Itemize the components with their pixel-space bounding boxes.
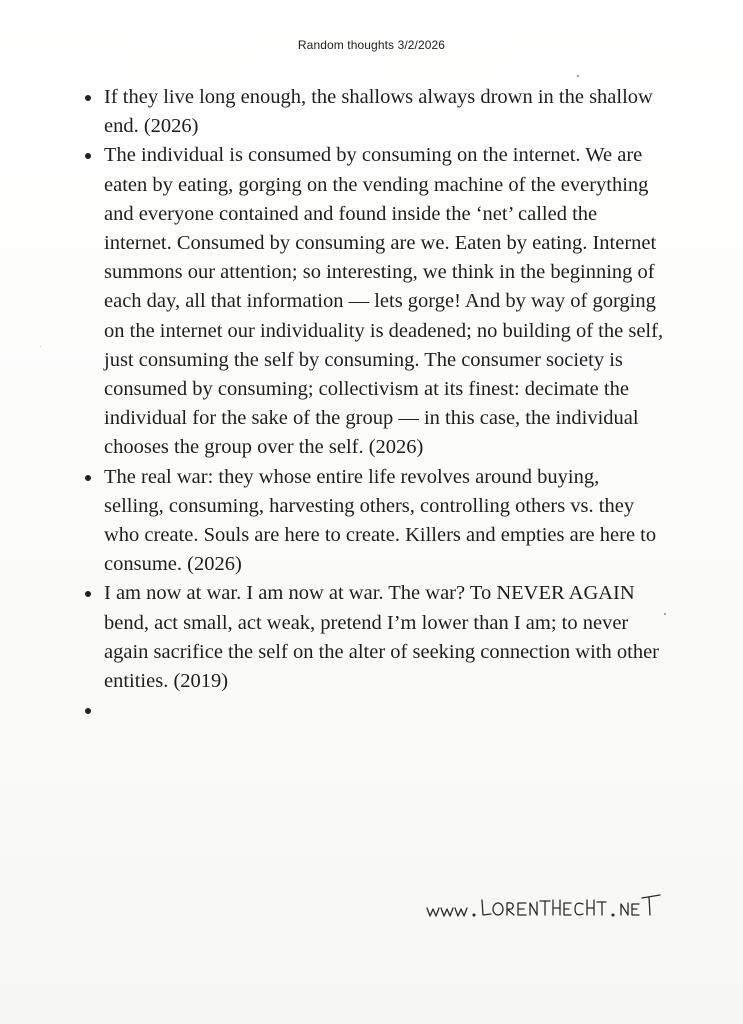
list-item-empty bbox=[104, 696, 664, 725]
page-title: Random thoughts 3/2/2026 bbox=[297, 38, 446, 52]
bullet-icon bbox=[85, 591, 91, 597]
list-item-text: I am now at war. I am now at war. The war? To NEVER AGAIN bend, act small, act weak, pretend I’m lower than I am; to never again sacrifice the self on the alter of seeking connection with other entities. (2019) bbox=[104, 582, 659, 693]
bullet-icon bbox=[85, 153, 91, 159]
handwritten-signature bbox=[425, 886, 665, 926]
list-item-text: The individual is consumed by consuming on the internet. We are eaten by eating, gorging on the vending machine of the everything and everyone contained and found inside the ‘net’ called the internet. Consumed by consuming are we. Eaten by eating. Internet summons our attention; so interesting, we think in the beginning of each day, all that information — lets gorge! And by way of gorging on the internet our individuality is deadened; no building of the self, just consuming the self by consuming. The consumer society is consumed by consuming; collectivism at its finest: decimate the individual for the sake of the group — in this case, the individual chooses the group over the self. (2026) bbox=[104, 144, 664, 459]
bullet-icon bbox=[85, 708, 91, 714]
scan-speck bbox=[664, 613, 666, 615]
list-item-text: The real war: they whose entire life revolves around buying, selling, consuming, harvesting others, controlling others vs. they who create. Souls are here to create. Killers and empties are here to consume. (2026) bbox=[104, 465, 657, 576]
bullet-icon bbox=[85, 475, 91, 481]
scan-speck bbox=[577, 75, 579, 77]
scan-speck bbox=[40, 346, 41, 347]
bullet-list bbox=[104, 83, 664, 725]
list-item bbox=[104, 579, 664, 696]
list-item-text: If they live long enough, the shallows always drown in the shallow end. (2026) bbox=[104, 86, 653, 138]
bullet-icon bbox=[85, 95, 91, 101]
list-item bbox=[104, 141, 664, 462]
list-item bbox=[104, 463, 664, 580]
list-item bbox=[104, 83, 664, 141]
